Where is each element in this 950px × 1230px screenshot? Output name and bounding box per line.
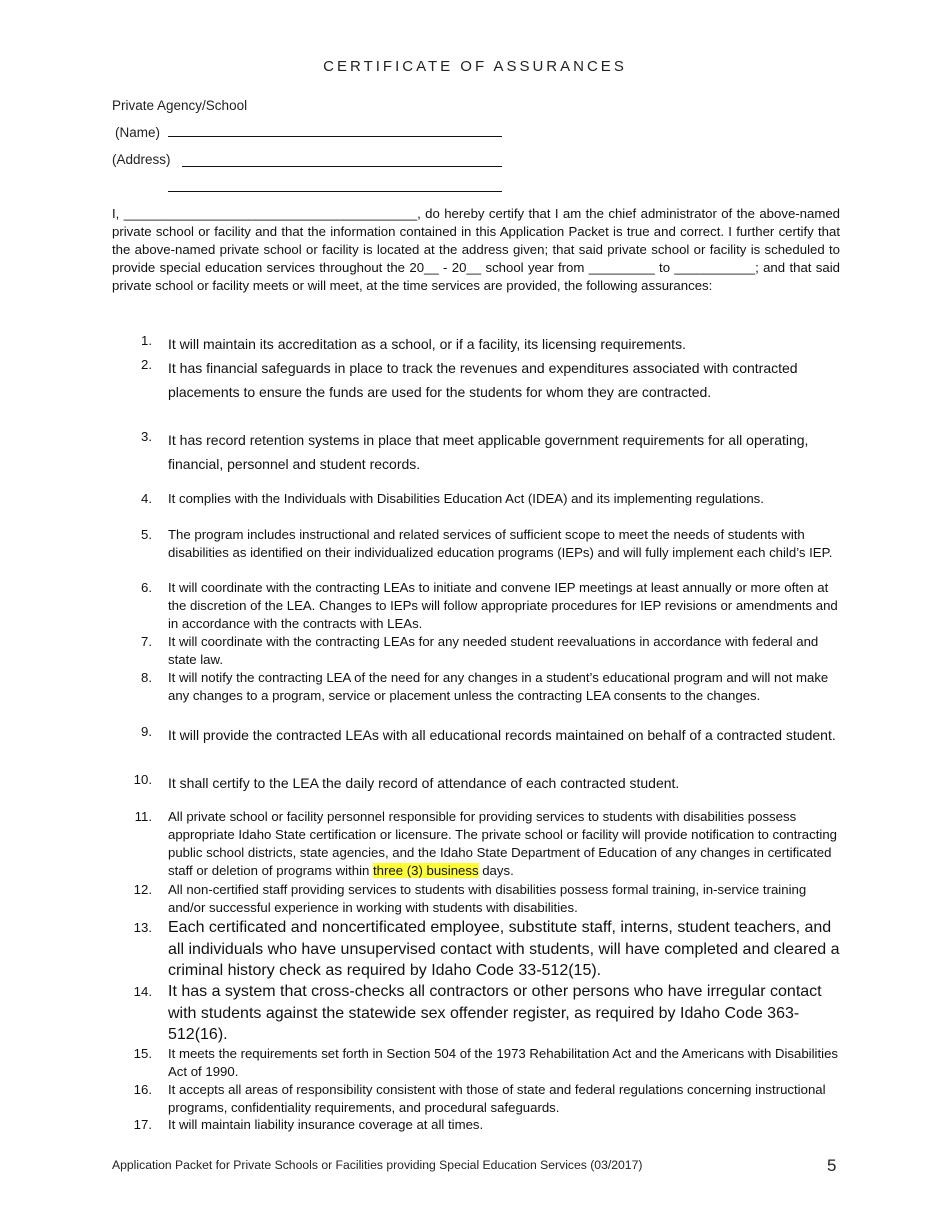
item-number: 2.: [141, 357, 152, 372]
item-text-part: days.: [478, 863, 514, 878]
item-text: It has record retention systems in place that meet applicable government requirements for all operating, financial, personnel and student records.: [168, 432, 809, 472]
name-label: (Name): [115, 125, 161, 140]
item-number: 11.: [134, 809, 152, 824]
name-line[interactable]: [168, 136, 502, 137]
item-text: It will maintain its accreditation as a school, or if a facility, its licensing requirements.: [168, 336, 686, 352]
item-text-part: All private school or facility personnel responsible for providing services to students with disabilities possess appropriate Idaho State certification or licensure. The private school or facility will provide notification to contracting public school districts, state agencies, and the Idaho State Department of Education of any changes in certificated staff or deletion of programs within: [168, 809, 838, 878]
highlighted-text: three (3) business: [373, 863, 479, 878]
item-number: 14.: [133, 984, 152, 999]
item-number: 17.: [133, 1117, 152, 1132]
page-number: 5: [827, 1156, 837, 1175]
item-text: It complies with the Individuals with Disabilities Education Act (IDEA) and its implementing regulations.: [168, 491, 764, 506]
item-number: 15.: [133, 1046, 152, 1061]
item-text: It has financial safeguards in place to track the revenues and expenditures associated with contracted placements to ensure the funds are used for the students for whom they are contracted.: [168, 360, 798, 400]
item-number: 16.: [133, 1082, 152, 1097]
item-number: 10.: [133, 772, 152, 787]
item-text: It will notify the contracting LEA of the need for any changes in a student’s educational program and will not make any changes to a program, service or placement unless the contracting LEA consents to the changes.: [168, 670, 829, 703]
item-text: It will coordinate with the contracting LEAs for any needed student reevaluations in accordance with federal and state law.: [168, 634, 819, 667]
item-text: It shall certify to the LEA the daily record of attendance of each contracted student.: [168, 775, 680, 791]
item-number: 3.: [141, 429, 152, 444]
item-number: 12.: [133, 882, 152, 897]
item-number: 7.: [141, 634, 152, 649]
item-number: 5.: [141, 527, 152, 542]
item-text: It will provide the contracted LEAs with all educational records maintained on behalf of a contracted student.: [168, 727, 836, 743]
item-number: 4.: [141, 491, 152, 506]
item-number: 6.: [141, 580, 152, 595]
address-line-1[interactable]: [182, 166, 502, 167]
item-number: 8.: [141, 670, 152, 685]
item-number: 13.: [133, 920, 152, 935]
item-text: Each certificated and noncertificated employee, substitute staff, interns, student teachers, and all individuals who have unsupervised contact with students, will have completed and cleared a criminal history check as required by Idaho Code 33-512(15).: [168, 919, 840, 979]
agency-label: Private Agency/School: [112, 98, 248, 113]
address-line-2[interactable]: [168, 191, 502, 192]
item-number: 1.: [141, 333, 152, 348]
item-text: It has a system that cross-checks all contractors or other persons who have irregular contact with students against the statewide sex offender register, as required by Idaho Code 363-512(16).: [168, 983, 822, 1043]
item-text: All non-certified staff providing services to students with disabilities possess formal training, in-service training and/or successful experience in working with students with disabilities.: [168, 882, 807, 915]
item-text: The program includes instructional and related services of sufficient scope to meet the needs of students with disabilities as identified on their individualized education programs (IEPs) and will fully implement each child’s IEP.: [168, 527, 833, 560]
page-title: CERTIFICATE OF ASSURANCES: [323, 58, 627, 75]
page-footer: Application Packet for Private Schools or Facilities providing Special Education Services (03/2017): [112, 1158, 643, 1172]
certification-paragraph: I, ________________________________________, do hereby certify that I am the chief administrator of the above-named private school or facility and that the information contained in this Application Packet is true and correct. I further certify that the above-named private school or facility is located at the address given; that said private school or facility is scheduled to provide special education services throughout the 20__ - 20__ school year from _________ to ___________; and that said private school or facility meets or will meet, at the time services are provided, the following assurances:: [112, 206, 840, 293]
item-text: [168, 808, 840, 880]
item-number: 9.: [141, 724, 152, 739]
item-text: It will coordinate with the contracting LEAs to initiate and convene IEP meetings at least annually or more often at the discretion of the LEA. Changes to IEPs will follow appropriate procedures for IEP revisions or amendments and in accordance with the contracts with LEAs.: [168, 580, 838, 631]
item-text: It meets the requirements set forth in Section 504 of the 1973 Rehabilitation Act and the Americans with Disabilities Act of 1990.: [168, 1046, 838, 1079]
address-label: (Address): [112, 152, 171, 167]
item-text: It will maintain liability insurance coverage at all times.: [168, 1117, 484, 1132]
item-text: It accepts all areas of responsibility consistent with those of state and federal regulations concerning instructional programs, confidentiality requirements, and procedural safeguards.: [168, 1082, 826, 1115]
